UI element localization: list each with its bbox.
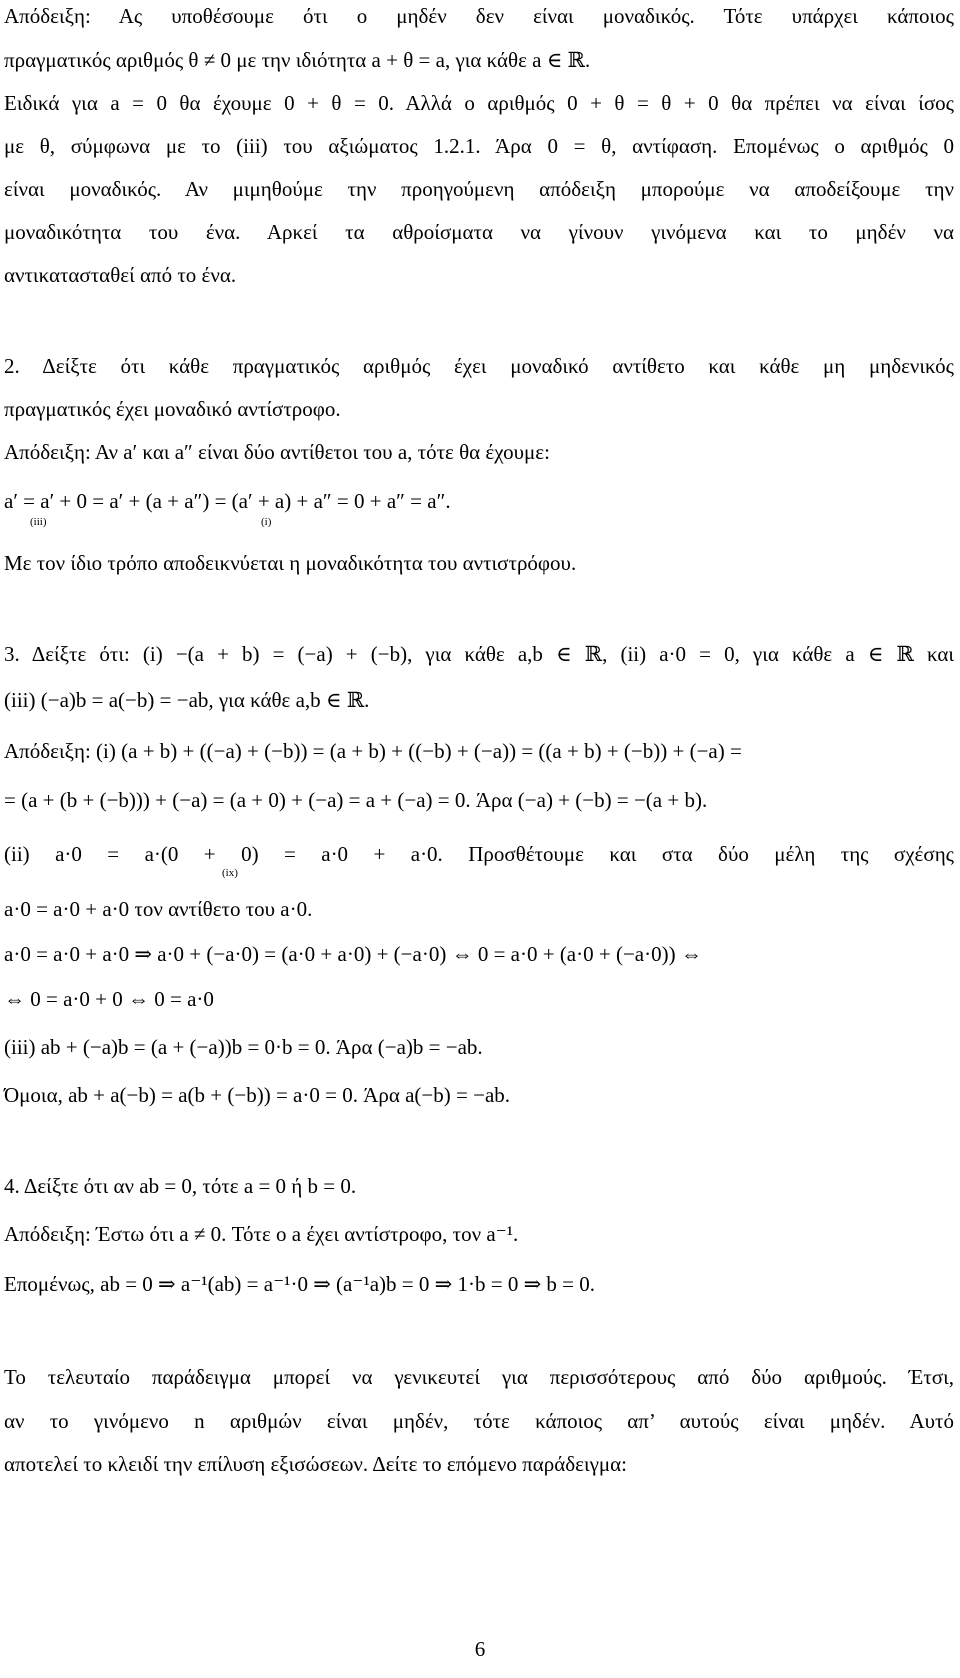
page-number: 6 [474,1637,486,1661]
text-line-22: Όμοια, ab + a(−b) = a(b + (−b)) = a·0 = 0. Άρα a(−b) = −ab. [4,1083,511,1107]
text-line-10: Απόδειξη: Αν a′ και a″ είναι δύο αντίθετοι του a, τότε θα έχουμε: [4,440,550,464]
text-line-6: μοναδικότητα του ένα. Αρκεί τα αθροίσματα να γίνουν γινόμενα και το μηδέν να [4,220,954,244]
text-line-9: πραγματικός έχει μοναδικό αντίστροφο. [4,397,341,421]
text-line-3: Ειδικά για a = 0 θα έχουμε 0 + θ = 0. Αλλά ο αριθμός 0 + θ = θ + 0 θα πρέπει να είναι ίσος [4,91,954,115]
text-line-17: (ii) a·0 = a·(0 + 0) = a·0 + a·0. Προσθέτουμε και στα δύο μέλη της σχέσης [4,842,954,866]
text-line-18: a·0 = a·0 + a·0 τον αντίθετο του a·0. [4,897,313,921]
text-line-21: (iii) ab + (−a)b = (a + (−a))b = 0·b = 0. Άρα (−a)b = −ab. [4,1035,483,1059]
text-line-4: με θ, σύμφωνα με το (iii) του αξιώματος 1.2.1. Άρα 0 = θ, αντίφαση. Επομένως ο αριθμός 0 [4,134,954,158]
text-line-27: αν το γινόμενο n αριθμών είναι μηδέν, τότε κάποιος απ’ αυτούς είναι μηδέν. Αυτό [4,1409,954,1433]
text-line-14: (iii) (−a)b = a(−b) = −ab, για κάθε a,b ∈ ℝ. [4,688,370,712]
text-line-26: Το τελευταίο παράδειγμα μπορεί να γενικευτεί για περισσότερους από δύο αριθμούς. Έτσι, [4,1365,954,1389]
text-line-1: Απόδειξη: Ας υποθέσουμε ότι ο μηδέν δεν είναι μοναδικός. Τότε υπάρχει κάποιος [4,4,954,28]
text-line-8: 2. Δείξτε ότι κάθε πραγματικός αριθμός έχει μοναδικό αντίθετο και κάθε μη μηδενικός [4,354,954,378]
text-line-28: αποτελεί το κλειδί την επίλυση εξισώσεων. Δείτε το επόμενο παράδειγμα: [4,1452,627,1476]
annotation-ix: (ix) [222,867,238,879]
annotation-iii: (iii) [30,516,47,528]
text-line-13: 3. Δείξτε ότι: (i) −(a + b) = (−a) + (−b), για κάθε a,b ∈ ℝ, (ii) a·0 = 0, για κάθε a ∈ ℝ και [4,642,954,666]
text-line-25: Επομένως, ab = 0 ⇒ a⁻¹(ab) = a⁻¹·0 ⇒ (a⁻¹a)b = 0 ⇒ 1·b = 0 ⇒ b = 0. [4,1272,596,1296]
text-line-19: a·0 = a·0 + a·0 ⇒ a·0 + (−a·0) = (a·0 + a·0) + (−a·0) ⇔ 0 = a·0 + (a·0 + (−a·0)) ⇔ [4,942,702,966]
text-line-23: 4. Δείξτε ότι αν ab = 0, τότε a = 0 ή b = 0. [4,1174,357,1198]
text-line-5: είναι μοναδικός. Αν μιμηθούμε την προηγούμενη απόδειξη μπορούμε να αποδείξουμε την [4,177,954,201]
text-line-7: αντικατασταθεί από το ένα. [4,263,237,287]
text-line-20: ⇔ 0 = a·0 + 0 ⇔ 0 = a·0 [4,987,214,1011]
equation-line-11: a′ = a′ + 0 = a′ + (a + a″) = (a′ + a) + a″ = 0 + a″ = a″. [4,489,451,513]
text-line-2: πραγματικός αριθμός θ ≠ 0 με την ιδιότητα a + θ = a, για κάθε a ∈ ℝ. [4,48,591,72]
text-line-16: = (a + (b + (−b))) + (−a) = (a + 0) + (−a) = a + (−a) = 0. Άρα (−a) + (−b) = −(a + b). [4,788,708,812]
text-line-15: Απόδειξη: (i) (a + b) + ((−a) + (−b)) = (a + b) + ((−b) + (−a)) = ((a + b) + (−b)) + (−a) = [4,739,742,763]
annotation-i: (i) [261,516,272,528]
text-line-24: Απόδειξη: Έστω ότι a ≠ 0. Τότε ο a έχει αντίστροφο, τον a⁻¹. [4,1222,519,1246]
text-line-12: Με τον ίδιο τρόπο αποδεικνύεται η μοναδικότητα του αντιστρόφου. [4,551,577,575]
